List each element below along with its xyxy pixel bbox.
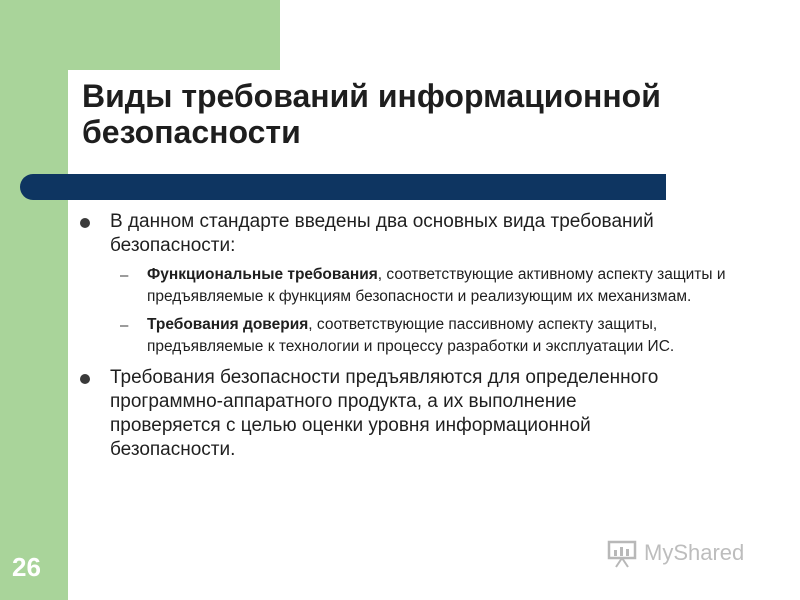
sub-item-text <box>147 314 760 358</box>
presentation-board-icon <box>606 538 638 568</box>
bullet-dot <box>80 374 90 384</box>
slide-content <box>80 210 760 462</box>
watermark <box>606 538 744 568</box>
title-divider-bar <box>20 174 666 200</box>
sub-item-1 <box>80 264 760 308</box>
watermark-text: MyShared <box>644 540 745 565</box>
left-green-band <box>0 0 68 600</box>
sub-item-2 <box>80 314 760 358</box>
sub-item-text <box>147 264 760 308</box>
bullet-item-2 <box>80 366 760 462</box>
slide-number: 26 <box>12 552 41 582</box>
dash-marker: – <box>120 317 129 334</box>
sub-item-rest: , соответствующие активному аспекту защиты и предъявляемые к функциям безопасности и реализующим их механизмам. <box>147 266 726 305</box>
slide-title: Виды требований информационной безопасности <box>82 78 661 150</box>
sub-item-bold: Функциональные требования <box>147 266 378 283</box>
top-green-block <box>0 0 280 70</box>
sub-item-rest: , соответствующие пассивному аспекту защиты, предъявляемые к технологии и процессу разработки и эксплуатации ИС. <box>147 316 675 355</box>
bullet-dot <box>80 218 90 228</box>
bullet-item-1 <box>80 210 760 258</box>
dash-marker: – <box>120 267 129 284</box>
sub-item-bold: Требования доверия <box>147 316 309 333</box>
bullet-text: В данном стандарте введены два основных вида требований безопасности: <box>110 211 654 256</box>
bullet-text: Требования безопасности предъявляются для определенного программно-аппаратного продукта, а их выполнение проверяется с целью оценки уровня информационной безопасности. <box>110 367 659 460</box>
